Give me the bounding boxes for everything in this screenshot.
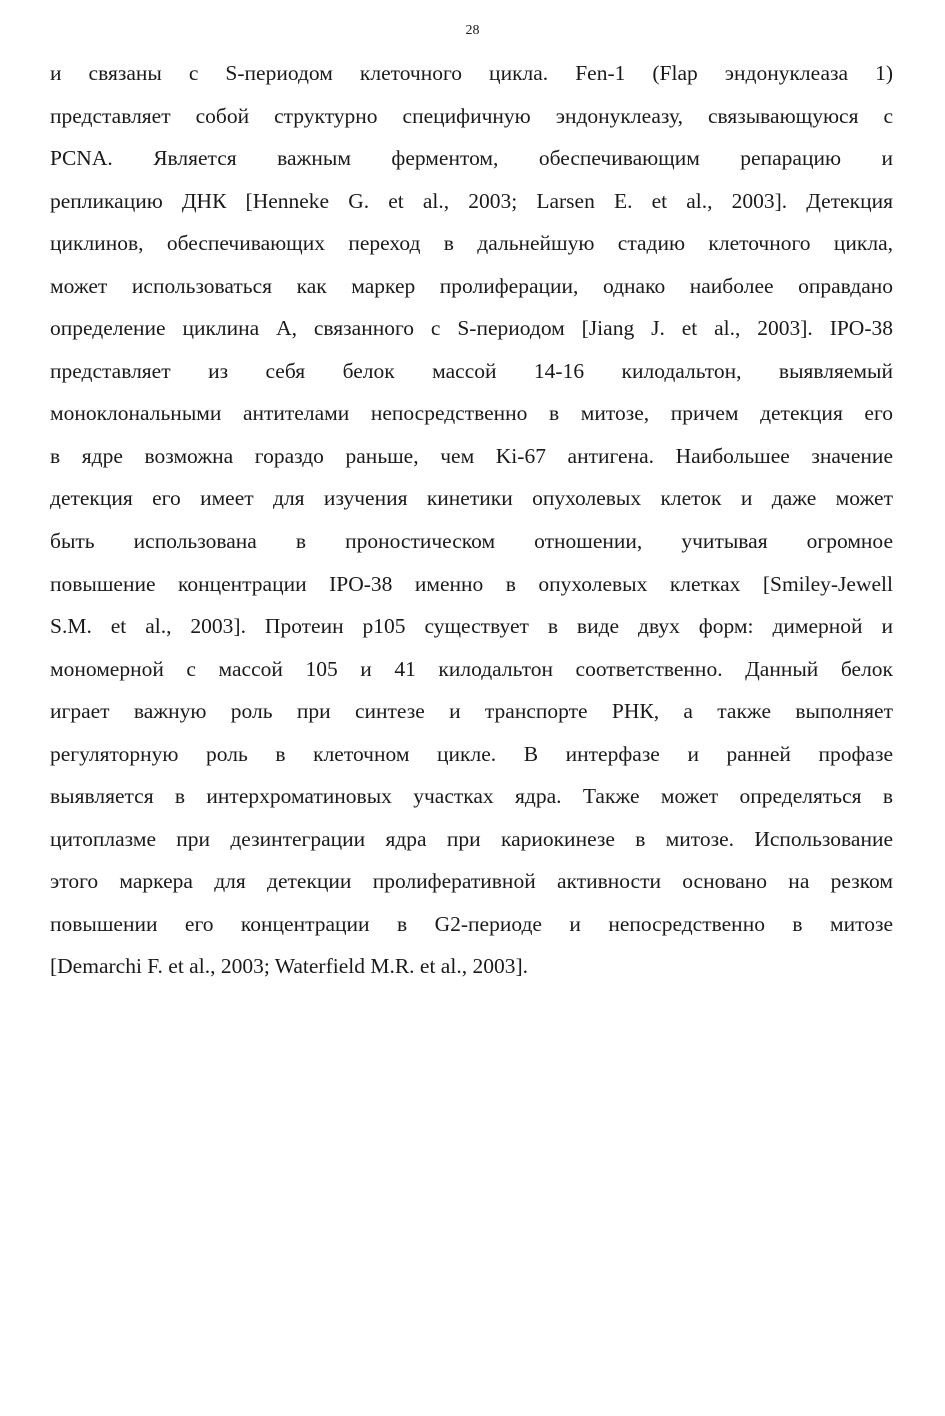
text-line: PCNA. Является важным ферментом, обеспечивающим репарацию и	[50, 146, 893, 171]
body-paragraph	[50, 52, 893, 988]
text-line: регуляторную роль в клеточном цикле. В интерфазе и ранней профазе	[50, 741, 893, 766]
text-line: в ядре возможна гораздо раньше, чем Ki-67 антигена. Наибольшее значение	[50, 443, 893, 468]
text-line: детекция его имеет для изучения кинетики опухолевых клеток и даже может	[50, 486, 893, 511]
text-line: представляет из себя белок массой 14-16 килодальтон, выявляемый	[50, 358, 893, 383]
text-line: репликацию ДНК [Henneke G. et al., 2003; Larsen E. et al., 2003]. Детекция	[50, 188, 893, 213]
text-line: циклинов, обеспечивающих переход в дальнейшую стадию клеточного цикла,	[50, 231, 893, 256]
text-line: быть использована в проностическом отношении, учитывая огромное	[50, 529, 893, 554]
text-line: определение циклина A, связанного с S-периодом [Jiang J. et al., 2003]. IPO-38	[50, 316, 893, 341]
text-line: этого маркера для детекции пролиферативной активности основано на резком	[50, 869, 893, 894]
text-line: мономерной с массой 105 и 41 килодальтон соответственно. Данный белок	[50, 656, 893, 681]
text-line: цитоплазме при дезинтеграции ядра при кариокинезе в митозе. Использование	[50, 826, 893, 851]
text-line: выявляется в интерхроматиновых участках ядра. Также может определяться в	[50, 784, 893, 809]
text-line: S.M. et al., 2003]. Протеин p105 существует в виде двух форм: димерной и	[50, 614, 893, 639]
page-number: 28	[465, 23, 480, 38]
text-line: повышении его концентрации в G2-периоде и непосредственно в митозе	[50, 911, 893, 936]
text-line: играет важную роль при синтезе и транспорте РНК, а также выполняет	[50, 699, 893, 724]
text-line: моноклональными антителами непосредственно в митозе, причем детекция его	[50, 401, 893, 426]
text-line: повышение концентрации IPO-38 именно в опухолевых клетках [Smiley-Jewell	[50, 571, 893, 596]
text-line: [Demarchi F. et al., 2003; Waterfield M.R. et al., 2003].	[50, 954, 528, 979]
text-line: и связаны с S-периодом клеточного цикла. Fen-1 (Flap эндонуклеаза 1)	[50, 61, 893, 85]
text-line: может использоваться как маркер пролиферации, однако наиболее оправдано	[50, 273, 893, 298]
text-line: представляет собой структурно специфичную эндонуклеазу, связывающуюся с	[50, 103, 893, 128]
